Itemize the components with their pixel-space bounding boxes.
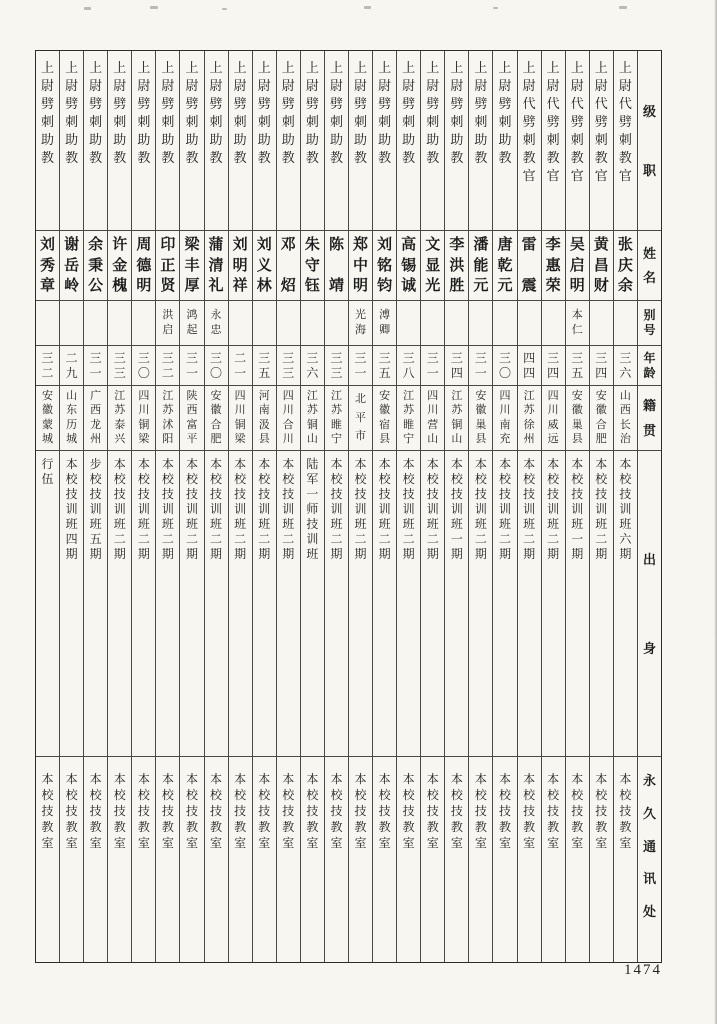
scan-speck (493, 7, 498, 9)
alias-cell (132, 301, 155, 346)
name-cell: 周 德 明 (132, 231, 155, 301)
header-name-label: 姓 名 (638, 231, 661, 301)
age-cell: 三 五 (373, 346, 396, 386)
person-column (325, 51, 349, 962)
address-cell: 本 校 技 教 室 (354, 772, 367, 850)
origin-cell: 安 徽 宿 县 (373, 386, 396, 451)
rank-cell: 上 尉 代 劈 刺 教 官 (614, 51, 637, 231)
scan-speck (84, 7, 91, 10)
name-cell: 许 金 槐 (108, 231, 131, 301)
background-cell: 本 校 技 训 班 二 期 (493, 451, 516, 757)
name-cell: 梁 丰 厚 (180, 231, 203, 301)
scan-speck (222, 8, 227, 10)
alias-cell (277, 301, 300, 346)
background-cell: 行 伍 (36, 451, 59, 757)
page-number: 1474 (624, 962, 662, 978)
header-background-label: 出 身 (638, 451, 661, 757)
age-cell: 三 一 (469, 346, 492, 386)
address-cell: 本 校 技 教 室 (474, 772, 487, 850)
background-cell: 本 校 技 训 班 二 期 (180, 451, 203, 757)
person-column (493, 51, 517, 962)
background-cell: 本 校 技 训 班 二 期 (590, 451, 613, 757)
age-cell: 三 五 (566, 346, 589, 386)
header-rank-label: 级 职 (638, 51, 661, 231)
alias-cell: 永 忠 (205, 301, 228, 346)
origin-cell: 山 西 长 治 (614, 386, 637, 451)
name-cell: 朱 守 钰 (301, 231, 324, 301)
rank-cell: 上 尉 劈 刺 助 教 (84, 51, 107, 231)
address-cell: 本 校 技 教 室 (378, 772, 391, 850)
address-cell: 本 校 技 教 室 (402, 772, 415, 850)
age-cell: 三 三 (108, 346, 131, 386)
background-cell: 陆 军 一 师 技 训 班 (301, 451, 324, 757)
alias-cell: 溥 卿 (373, 301, 396, 346)
background-cell: 本 校 技 训 班 二 期 (325, 451, 348, 757)
name-cell: 刘 义 林 (253, 231, 276, 301)
origin-cell: 山 东 历 城 (60, 386, 83, 451)
person-column (566, 51, 590, 962)
alias-cell (301, 301, 324, 346)
background-cell: 本 校 技 训 班 二 期 (132, 451, 155, 757)
name-cell: 蒲 清 礼 (205, 231, 228, 301)
background-cell: 步 校 技 训 班 五 期 (84, 451, 107, 757)
name-cell: 谢 岳 岭 (60, 231, 83, 301)
age-cell: 四 四 (518, 346, 541, 386)
alias-cell (445, 301, 468, 346)
name-cell: 余 秉 公 (84, 231, 107, 301)
name-cell: 陈 靖 (325, 231, 348, 301)
alias-cell (421, 301, 444, 346)
origin-cell: 江 苏 铜 山 (445, 386, 468, 451)
person-column (397, 51, 421, 962)
age-cell: 三 三 (325, 346, 348, 386)
rank-cell: 上 尉 劈 刺 助 教 (325, 51, 348, 231)
address-cell: 本 校 技 教 室 (306, 772, 319, 850)
person-column (445, 51, 469, 962)
alias-cell (542, 301, 565, 346)
address-cell: 本 校 技 教 室 (113, 772, 126, 850)
background-cell: 本 校 技 训 班 二 期 (373, 451, 396, 757)
background-cell: 本 校 技 训 班 二 期 (518, 451, 541, 757)
address-cell: 本 校 技 教 室 (450, 772, 463, 850)
rank-cell: 上 尉 劈 刺 助 教 (373, 51, 396, 231)
name-cell: 郑 中 明 (349, 231, 372, 301)
age-cell: 三 〇 (493, 346, 516, 386)
age-cell: 三 一 (349, 346, 372, 386)
name-cell: 高 锡 诚 (397, 231, 420, 301)
name-cell: 雷 震 (518, 231, 541, 301)
alias-cell (469, 301, 492, 346)
age-cell: 三 一 (84, 346, 107, 386)
age-cell: 三 一 (421, 346, 444, 386)
person-column (229, 51, 253, 962)
age-cell: 三 〇 (205, 346, 228, 386)
scan-speck (150, 6, 158, 9)
rank-cell: 上 尉 劈 刺 助 教 (301, 51, 324, 231)
person-column (277, 51, 301, 962)
header-alias-label: 别 号 (638, 301, 661, 346)
rank-cell: 上 尉 劈 刺 助 教 (132, 51, 155, 231)
origin-cell: 安 徽 巢 县 (469, 386, 492, 451)
name-cell: 邓 炤 (277, 231, 300, 301)
address-cell: 本 校 技 教 室 (571, 772, 584, 850)
address-cell: 本 校 技 教 室 (185, 772, 198, 850)
age-cell: 二 一 (229, 346, 252, 386)
person-column (301, 51, 325, 962)
origin-cell: 江 苏 铜 山 (301, 386, 324, 451)
person-column (36, 51, 60, 962)
background-cell: 本 校 技 训 班 二 期 (421, 451, 444, 757)
person-column (590, 51, 614, 962)
rank-cell: 上 尉 劈 刺 助 教 (180, 51, 203, 231)
background-cell: 本 校 技 训 班 二 期 (253, 451, 276, 757)
origin-cell: 安 徽 巢 县 (566, 386, 589, 451)
origin-cell: 广 西 龙 州 (84, 386, 107, 451)
rank-cell: 上 尉 代 劈 刺 教 官 (518, 51, 541, 231)
origin-cell: 四 川 铜 梁 (229, 386, 252, 451)
address-cell: 本 校 技 教 室 (41, 772, 54, 850)
rank-cell: 上 尉 劈 刺 助 教 (253, 51, 276, 231)
background-cell: 本 校 技 训 班 四 期 (60, 451, 83, 757)
person-column (349, 51, 373, 962)
name-cell: 李 惠 荣 (542, 231, 565, 301)
background-cell: 本 校 技 训 班 二 期 (156, 451, 179, 757)
name-cell: 张 庆 余 (614, 231, 637, 301)
address-cell: 本 校 技 教 室 (547, 772, 560, 850)
origin-cell: 北 平 市 (349, 386, 372, 451)
scan-speck (619, 6, 627, 9)
rank-cell: 上 尉 劈 刺 助 教 (421, 51, 444, 231)
alias-cell (60, 301, 83, 346)
alias-cell (325, 301, 348, 346)
age-cell: 三 二 (36, 346, 59, 386)
address-cell: 本 校 技 教 室 (234, 772, 247, 850)
name-cell: 唐 乾 元 (493, 231, 516, 301)
name-cell: 刘 明 祥 (229, 231, 252, 301)
origin-cell: 安 徽 蒙 城 (36, 386, 59, 451)
address-cell: 本 校 技 教 室 (523, 772, 536, 850)
person-column (205, 51, 229, 962)
rank-cell: 上 尉 劈 刺 助 教 (397, 51, 420, 231)
alias-cell: 光 海 (349, 301, 372, 346)
origin-cell: 江 苏 睢 宁 (397, 386, 420, 451)
background-cell: 本 校 技 训 班 二 期 (277, 451, 300, 757)
rank-cell: 上 尉 代 劈 刺 教 官 (566, 51, 589, 231)
background-cell: 本 校 技 训 班 二 期 (108, 451, 131, 757)
origin-cell: 安 徽 合 肥 (590, 386, 613, 451)
origin-cell: 江 苏 泰 兴 (108, 386, 131, 451)
age-cell: 三 四 (590, 346, 613, 386)
background-cell: 本 校 技 训 班 二 期 (469, 451, 492, 757)
register-table (35, 50, 662, 963)
rank-cell: 上 尉 劈 刺 助 教 (108, 51, 131, 231)
name-cell: 刘 铭 钧 (373, 231, 396, 301)
background-cell: 本 校 技 训 班 二 期 (397, 451, 420, 757)
address-cell: 本 校 技 教 室 (258, 772, 271, 850)
origin-cell: 江 苏 睢 宁 (325, 386, 348, 451)
person-column (60, 51, 84, 962)
origin-cell: 四 川 合 川 (277, 386, 300, 451)
name-cell: 李 洪 胜 (445, 231, 468, 301)
alias-cell (590, 301, 613, 346)
rank-cell: 上 尉 劈 刺 助 教 (445, 51, 468, 231)
origin-cell: 陕 西 富 平 (180, 386, 203, 451)
person-column (373, 51, 397, 962)
alias-cell (84, 301, 107, 346)
address-cell: 本 校 技 教 室 (619, 772, 632, 850)
age-cell: 三 六 (614, 346, 637, 386)
header-address-label: 永 久 通 讯 处 (642, 773, 656, 919)
person-column (156, 51, 180, 962)
address-cell: 本 校 技 教 室 (65, 772, 78, 850)
origin-cell: 四 川 营 山 (421, 386, 444, 451)
origin-cell: 四 川 南 充 (493, 386, 516, 451)
age-cell: 三 〇 (132, 346, 155, 386)
alias-cell: 鸿 起 (180, 301, 203, 346)
address-cell: 本 校 技 教 室 (89, 772, 102, 850)
alias-cell (229, 301, 252, 346)
name-cell: 潘 能 元 (469, 231, 492, 301)
alias-cell: 本 仁 (566, 301, 589, 346)
age-cell: 二 九 (60, 346, 83, 386)
origin-cell: 四 川 威 远 (542, 386, 565, 451)
rank-cell: 上 尉 劈 刺 助 教 (156, 51, 179, 231)
person-column (421, 51, 445, 962)
background-cell: 本 校 技 训 班 二 期 (205, 451, 228, 757)
alias-cell (397, 301, 420, 346)
age-cell: 三 三 (277, 346, 300, 386)
background-cell: 本 校 技 训 班 一 期 (566, 451, 589, 757)
alias-cell (36, 301, 59, 346)
address-cell: 本 校 技 教 室 (330, 772, 343, 850)
person-column (180, 51, 204, 962)
alias-cell (493, 301, 516, 346)
name-cell: 刘 秀 章 (36, 231, 59, 301)
origin-cell: 河 南 汲 县 (253, 386, 276, 451)
background-cell: 本 校 技 训 班 二 期 (229, 451, 252, 757)
rank-cell: 上 尉 劈 刺 助 教 (349, 51, 372, 231)
background-cell: 本 校 技 训 班 二 期 (349, 451, 372, 757)
address-cell: 本 校 技 教 室 (498, 772, 511, 850)
alias-cell (614, 301, 637, 346)
address-cell: 本 校 技 教 室 (210, 772, 223, 850)
age-cell: 三 二 (156, 346, 179, 386)
background-cell: 本 校 技 训 班 六 期 (614, 451, 637, 757)
background-cell: 本 校 技 训 班 一 期 (445, 451, 468, 757)
age-cell: 三 八 (397, 346, 420, 386)
rank-cell: 上 尉 代 劈 刺 教 官 (542, 51, 565, 231)
person-column (108, 51, 132, 962)
person-column (253, 51, 277, 962)
rank-cell: 上 尉 劈 刺 助 教 (469, 51, 492, 231)
age-cell: 三 六 (301, 346, 324, 386)
rank-cell: 上 尉 劈 刺 助 教 (205, 51, 228, 231)
alias-cell: 洪 启 (156, 301, 179, 346)
alias-cell (108, 301, 131, 346)
name-cell: 文 显 光 (421, 231, 444, 301)
scan-speck (364, 6, 371, 9)
name-cell: 吴 启 明 (566, 231, 589, 301)
address-cell: 本 校 技 教 室 (595, 772, 608, 850)
address-cell: 本 校 技 教 室 (282, 772, 295, 850)
header-origin-label: 籍 贯 (638, 386, 661, 451)
rank-cell: 上 尉 劈 刺 助 教 (36, 51, 59, 231)
rank-cell: 上 尉 代 劈 刺 教 官 (590, 51, 613, 231)
address-cell: 本 校 技 教 室 (161, 772, 174, 850)
person-column (132, 51, 156, 962)
header-column (638, 51, 661, 962)
age-cell: 三 四 (445, 346, 468, 386)
rank-cell: 上 尉 劈 刺 助 教 (60, 51, 83, 231)
origin-cell: 安 徽 合 肥 (205, 386, 228, 451)
origin-cell: 江 苏 沭 阳 (156, 386, 179, 451)
age-cell: 三 五 (253, 346, 276, 386)
address-cell: 本 校 技 教 室 (426, 772, 439, 850)
person-column (542, 51, 566, 962)
person-column (518, 51, 542, 962)
person-column (84, 51, 108, 962)
alias-cell (253, 301, 276, 346)
alias-cell (518, 301, 541, 346)
person-column (469, 51, 493, 962)
name-cell: 印 正 贤 (156, 231, 179, 301)
header-age-label: 年 龄 (638, 346, 661, 386)
origin-cell: 江 苏 徐 州 (518, 386, 541, 451)
rank-cell: 上 尉 劈 刺 助 教 (229, 51, 252, 231)
name-cell: 黄 昌 财 (590, 231, 613, 301)
age-cell: 三 四 (542, 346, 565, 386)
background-cell: 本 校 技 训 班 二 期 (542, 451, 565, 757)
person-column (614, 51, 638, 962)
address-cell: 本 校 技 教 室 (137, 772, 150, 850)
rank-cell: 上 尉 劈 刺 助 教 (277, 51, 300, 231)
age-cell: 三 一 (180, 346, 203, 386)
rank-cell: 上 尉 劈 刺 助 教 (493, 51, 516, 231)
origin-cell: 四 川 铜 梁 (132, 386, 155, 451)
